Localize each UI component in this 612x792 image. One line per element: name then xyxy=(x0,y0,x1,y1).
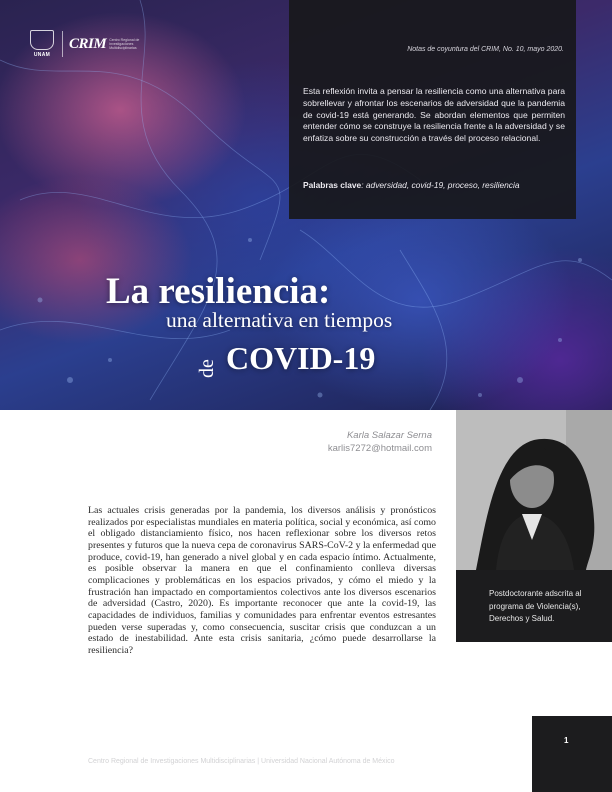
page-number-box xyxy=(532,716,612,792)
unam-logo xyxy=(30,30,54,58)
unam-text: UNAM xyxy=(33,52,51,58)
logo xyxy=(30,30,143,58)
unam-seal-icon xyxy=(30,30,54,50)
author-block xyxy=(328,429,432,455)
title-sub: una alternativa en tiempos xyxy=(166,308,393,332)
body-paragraph: Las actuales crisis generadas por la pandemia, los diversos análisis y pronósticos realizados por especialistas mundiales en materia política, social y económica, así como el obligado distanciamiento físico, nos hacen reflexionar sobre los diversos retos presentes y futuros que la nueva cepa de coronavirus SARS-CoV-2 y la enfermedad que produce, covid-19, han generado a nivel global y en cada espacio íntimo. Actualmente, es posible observar la manera en que el confinamiento conlleva diversas complicaciones y problemáticas en los espacios privados, y cómo el miedo y la frustración han impactado en comportamientos colectivos ante los diversos escenarios de adversidad (Castro, 2020). Es importante reconocer que ante la covid-19, las capacidades de individuos, familias y comunidades para enfrentar eventos estresantes pueden verse superadas y, como consecuencia, suscitar crisis que conduzcan a un estado de inestabilidad. Ante esta crisis sanitaria, ¿cómo puede desarrollarse la resiliencia? xyxy=(88,505,436,656)
title-covid: COVID-19 xyxy=(226,340,376,376)
abstract-box xyxy=(289,0,576,219)
page-number: 1 xyxy=(564,736,569,745)
author-photo-panel xyxy=(456,410,612,642)
title-main: La resiliencia: xyxy=(106,271,331,312)
keywords-label: Palabras clave xyxy=(303,180,362,190)
photo-caption: Postdoctorante adscrita al programa de Violencia(s), Derechos y Salud. xyxy=(489,589,582,623)
crim-logo: CRIM xyxy=(69,35,107,52)
author-portrait-icon xyxy=(456,410,612,570)
title-de: de xyxy=(196,359,218,378)
keywords xyxy=(303,180,565,191)
logo-divider xyxy=(62,31,63,57)
author-photo xyxy=(456,410,612,570)
author-email[interactable]: karlis7272@hotmail.com xyxy=(327,443,432,454)
keywords-list: : adversidad, covid-19, proceso, resiliencia xyxy=(361,180,520,190)
publication-note: Notas de coyuntura del CRIM, No. 10, mayo 2020. xyxy=(407,46,564,53)
abstract-text: Esta reflexión invita a pensar la resiliencia como una alternativa para sobrellevar y afrontar los escenarios de adversidad que la pandemia de covid-19 está generando. Se abordan elementos que permiten entender cómo se construye la resiliencia frente a la adversidad y se enfatiza sobre su construcción a través del proceso relacional. xyxy=(303,86,565,144)
footer-text: Centro Regional de Investigaciones Multidisciplinarias | Universidad Nacional Autónoma de México xyxy=(88,758,395,765)
crim-subtitle: Centro Regional de Investigaciones Multidisciplinarias xyxy=(109,38,140,50)
author-name: Karla Salazar Serna xyxy=(346,430,432,441)
